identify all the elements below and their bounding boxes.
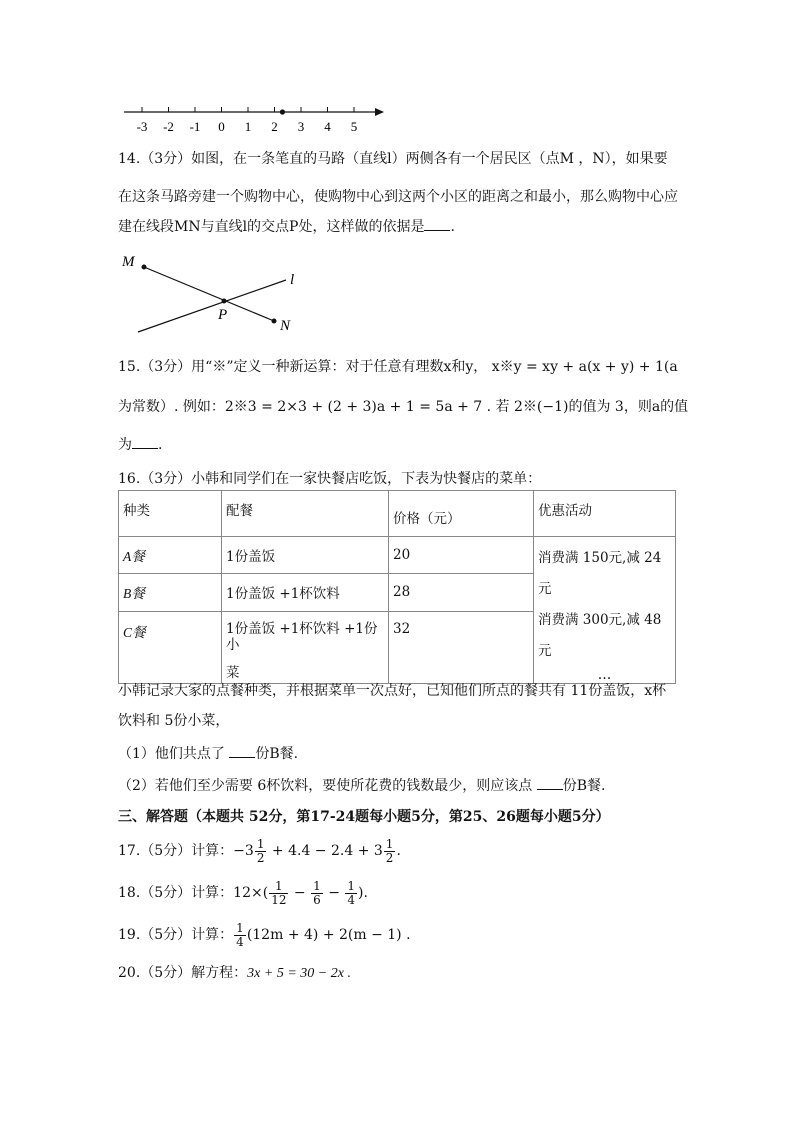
q16-text1: 小韩记录大家的点餐种类，并根据菜单一次点好，已知他们所点的餐共有 11份盖饭，x杯 bbox=[118, 683, 667, 699]
fraction: $\frac{1}{6}$ bbox=[313, 878, 321, 907]
answer-blank bbox=[132, 436, 158, 449]
number-line-point bbox=[280, 109, 285, 114]
header-price: 价格（元） bbox=[389, 491, 534, 537]
number-line-label: 3 bbox=[297, 119, 305, 134]
number-line-label: -1 bbox=[189, 119, 201, 134]
q16-sub2: （2）若他们至少需要 6杯饮料，要使所花费的钱数最少，则应该点 份B餐. bbox=[118, 778, 606, 794]
number-line-label: 2 bbox=[271, 119, 278, 134]
q14-line2: 在这条马路旁建一个购物中心，使购物中心到这两个小区的距离之和最小，那么购物中心应 bbox=[118, 189, 678, 205]
row-b-type: B餐 bbox=[119, 574, 222, 611]
fraction: $\frac{1}{12}$ bbox=[271, 878, 287, 907]
q16-sub1: （1）他们共点了 份B餐. bbox=[118, 746, 299, 762]
promo-cell bbox=[534, 537, 676, 684]
number-line-label: 0 bbox=[218, 119, 225, 134]
row-b-meal: 1份盖饭 +1杯饮料 bbox=[222, 574, 389, 611]
label-M: M bbox=[122, 254, 135, 270]
row-a-meal: 1份盖饭 bbox=[222, 537, 389, 574]
menu-table bbox=[118, 490, 676, 684]
row-c-type: C餐 bbox=[119, 611, 222, 683]
row-a-type: A餐 bbox=[119, 537, 222, 574]
q16-intro: 16.（3分）小韩和同学们在一家快餐店吃饭，下表为快餐店的菜单： bbox=[118, 471, 542, 487]
row-b-price: 28 bbox=[389, 574, 534, 611]
number-line-label: 1 bbox=[244, 119, 252, 134]
fraction: $\frac{1}{2}$ bbox=[256, 836, 265, 865]
q17: 17.（5分）计算：−3 $\frac{1}{2}$ + 4.4 − 2.4 + 3 $\frac{1}{2}$ . bbox=[118, 836, 401, 865]
promo-more: … bbox=[597, 667, 612, 683]
q15-line1: 15.（3分）用“※”定义一种新运算：对于任意有理数x和y， x※y = xy + a(x + y) + 1(a bbox=[118, 359, 678, 375]
q16-text2: 饮料和 5份小菜， bbox=[118, 713, 230, 729]
number-line-label: -2 bbox=[163, 119, 174, 134]
section-3-heading: 三、解答题（本题共 52分，第17-24题每小题5分，第25、26题每小题5分） bbox=[118, 809, 610, 825]
answer-blank bbox=[424, 218, 450, 231]
promo-150: 消费满 150元,减 24元 bbox=[538, 550, 662, 597]
label-l: l bbox=[290, 272, 295, 288]
answer-blank bbox=[229, 745, 255, 758]
segment-MN bbox=[144, 267, 274, 321]
number-line bbox=[120, 100, 390, 136]
q14-line3: 建在线段MN与直线l的交点P处，这样做的依据是 . bbox=[118, 219, 455, 235]
number-line-label: -3 bbox=[136, 119, 148, 134]
label-P: P bbox=[218, 307, 228, 323]
promo-300: 消费满 300元,减 48元 bbox=[538, 612, 662, 659]
q20: 20.（5分）解方程：3x + 5 = 30 − 2x . bbox=[118, 965, 351, 981]
line-l bbox=[138, 280, 286, 332]
fraction: $\frac{1}{2}$ bbox=[385, 836, 394, 865]
number-line-label: 5 bbox=[350, 119, 358, 134]
fraction: $\frac{1}{4}$ bbox=[347, 878, 356, 907]
label-N: N bbox=[280, 318, 291, 334]
point-N bbox=[272, 319, 277, 324]
answer-blank bbox=[537, 777, 563, 790]
q15-line3: 为 . bbox=[118, 437, 163, 453]
q14-line1: 14.（3分）如图，在一条笔直的马路（直线l）两侧各有一个居民区（点M ，N），如果要 bbox=[118, 151, 668, 167]
point-M bbox=[142, 265, 147, 270]
table-header-row bbox=[119, 491, 676, 537]
header-type: 种类 bbox=[119, 491, 222, 537]
fraction: $\frac{1}{4}$ bbox=[236, 920, 244, 949]
header-meal: 配餐 bbox=[222, 491, 389, 537]
table-row bbox=[119, 537, 676, 574]
q15-line2: 为常数）. 例如：2※3 = 2×3 + (2 + 3)a + 1 = 5a + 7 . 若 2※(−1)的值为 3，则a的值 bbox=[118, 399, 689, 415]
q19: 19.（5分）计算： $\frac{1}{4}$ (12m + 4) + 2(m − 1) . bbox=[118, 920, 411, 949]
number-line-label: 4 bbox=[324, 119, 331, 134]
point-P bbox=[222, 299, 227, 304]
header-promo: 优惠活动 bbox=[534, 491, 676, 537]
q18: 18.（5分）计算：12×( $\frac{1}{12}$ − $\frac{1}{6}$ − $\frac{1}{4}$ ). bbox=[118, 878, 368, 907]
row-a-price: 20 bbox=[389, 537, 534, 574]
q14-figure bbox=[118, 250, 318, 340]
row-c-meal: 1份盖饭 +1杯饮料 +1份小 菜 bbox=[222, 611, 389, 683]
row-c-price: 32 bbox=[389, 611, 534, 683]
